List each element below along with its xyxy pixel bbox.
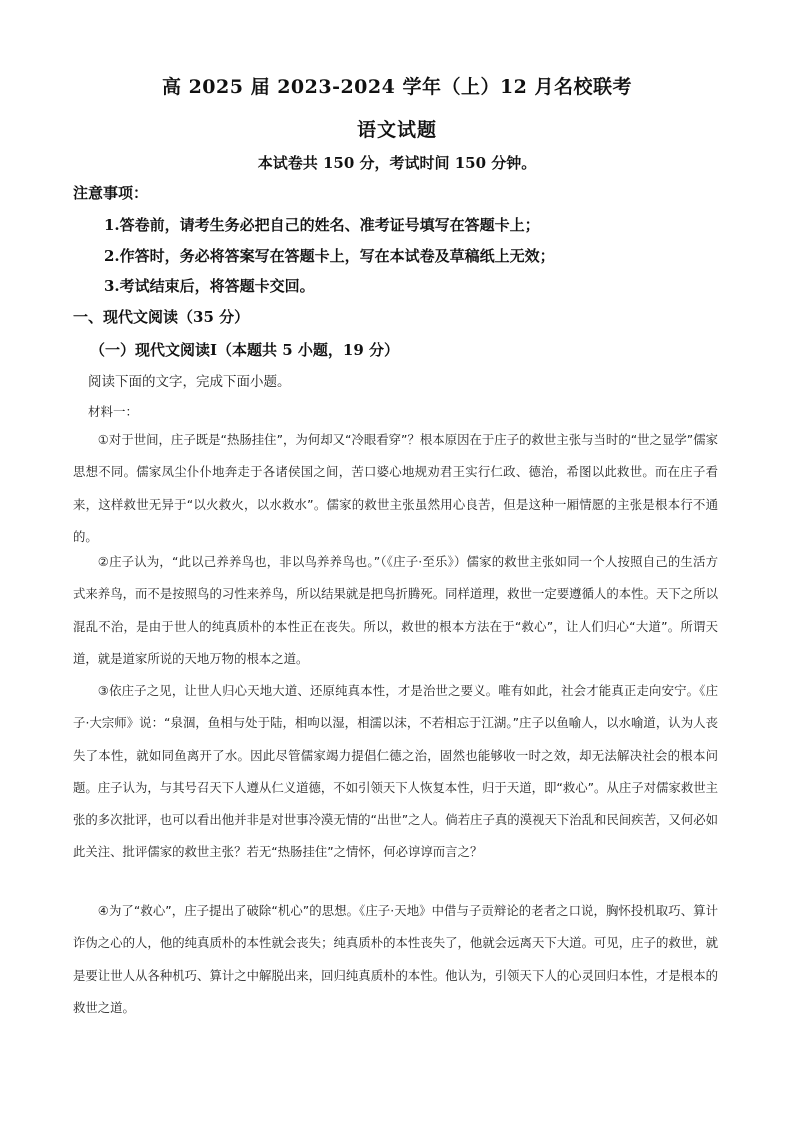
reading-instruction: 阅读下面的文字，完成下面小题。 bbox=[88, 374, 291, 390]
paragraph-1: ①对于世间，庄子既是“热肠挂住”，为何却又“冷眼看穿”？根本原因在于庄子的救世主张与当时的“世之显学”儒家思想不同。儒家凤尘仆仆地奔走于各诸侯国之间，苦口婆心地规劝君王实行仁政、德治，希图以此救世。而在庄子看来，这样救世无异于“以火救火，以水救水”。儒家的救世主张虽然用心良苦，但是这种一厢情愿的主张是根本行不通的。 bbox=[73, 432, 718, 544]
notes-heading: 注意事项： bbox=[73, 184, 149, 202]
material-label: 材料一： bbox=[88, 404, 139, 419]
paragraph-3: ③依庄子之见，让世人归心天地大道、还原纯真本性，才是治世之要义。唯有如此，社会才能真正走向安宁。《庄子·大宗师》说：“泉涸，鱼相与处于陆，相呴以湿，相濡以沫，不若相忘于江湖。”庄子以鱼喻人，以水喻道，认为人丧失了本性，就如同鱼离开了水。因此尽管儒家竭力提倡仁德之治，固然也能够收一时之效，却无法解决社会的根本问题。庄子认为，与其号召天下人遵从仁义道德，不如引领天下人恢复本性，归于天道，即“救心”。从庄子对儒家救世主张的多次批评，也可以看出他并非是对世事冷漠无情的“出世”之人。倘若庄子真的漠视天下治乱和民间疾苦，又何必如此关注、批评儒家的救世主张？若无“热肠挂住”之情怀，何必谆谆而言之？ bbox=[73, 683, 718, 860]
paragraph-4: ④为了“救心”，庄子提出了破除“机心”的思想。《庄子·天地》中借与子贡辩论的老者之口说，胸怀投机取巧、算计诈伪之心的人，他的纯真质朴的本性就会丧失；纯真质朴的本性丧失了，他就会远离天下大道。可见，庄子的救世，就是要让世人从各种机巧、算计之中解脱出来，回归纯真质朴的本性。他认为，引领天下人的心灵回归本性，才是根本的救世之道。 bbox=[73, 903, 718, 1015]
subsection-heading: （一）现代文阅读Ⅰ（本题共 5 小题，19 分） bbox=[90, 341, 399, 359]
paragraph-2: ②庄子认为，“此以己养养鸟也，非以鸟养养鸟也。”（《庄子·至乐》）儒家的救世主张如同一个人按照自己的生活方式来养鸟，而不是按照鸟的习性来养鸟，所以结果就是把鸟折腾死。同样道理，救世一定要遵循人的本性。天下之所以混乱不治，是由于世人的纯真质朴的本性正在丧失。所以，救世的根本方法在于“救心”，让人们归心“大道”。所谓天道，就是道家所说的天地万物的根本之道。 bbox=[73, 554, 718, 666]
section-heading: 一、现代文阅读（35 分） bbox=[73, 308, 250, 326]
note-item: 2.作答时，务必将答案写在答题卡上，写在本试卷及草稿纸上无效； bbox=[104, 247, 555, 265]
note-item: 3.考试结束后，将答题卡交回。 bbox=[104, 277, 315, 295]
subject-title: 语文试题 bbox=[356, 119, 437, 141]
exam-title: 高 2025 届 2023-2024 学年（上）12 月名校联考 bbox=[161, 76, 633, 98]
note-item: 1.答卷前，请考生务必把自己的姓名、准考证号填写在答题卡上； bbox=[104, 216, 540, 234]
exam-info: 本试卷共 150 分，考试时间 150 分钟。 bbox=[257, 154, 537, 172]
